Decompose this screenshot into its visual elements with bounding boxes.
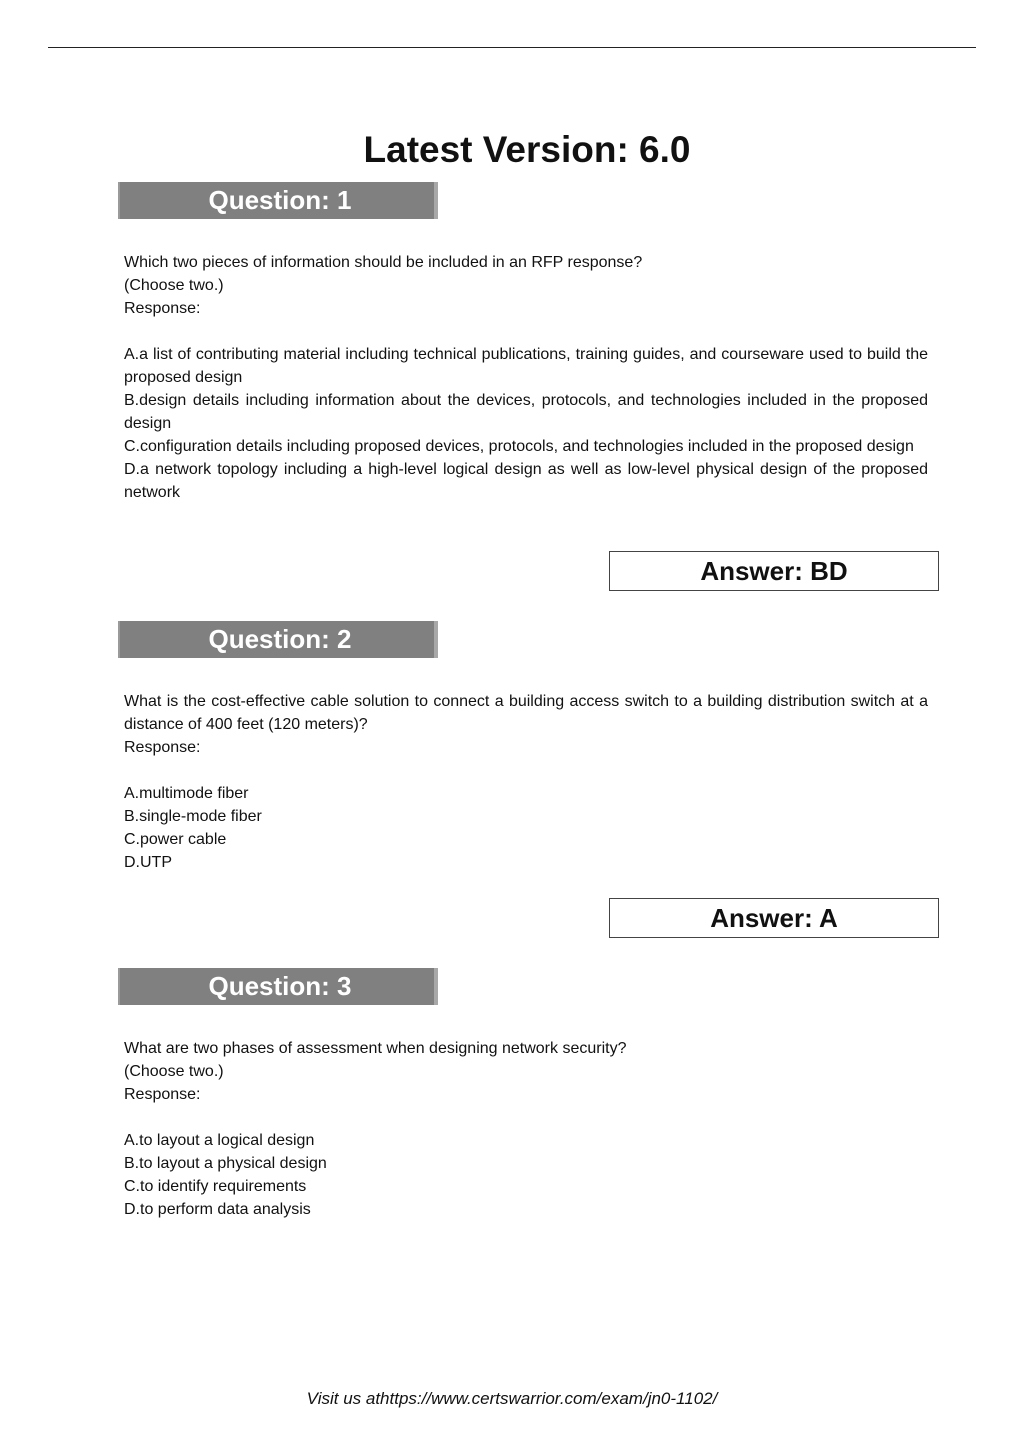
question-1-stem-line: Response:	[124, 300, 201, 317]
question-1-stem-line: Which two pieces of information should be included in an RFP response?	[124, 254, 643, 271]
question-2-body	[124, 690, 928, 874]
top-divider	[48, 47, 976, 48]
question-2-option-b: B.single-mode fiber	[124, 808, 262, 825]
question-1-header-label: Question: 1	[208, 185, 352, 215]
question-3-option-b: B.to layout a physical design	[124, 1155, 327, 1172]
question-3-stem-line: Response:	[124, 1086, 201, 1103]
question-2-stem-line: Response:	[124, 739, 201, 756]
footer-link[interactable]: Visit us athttps://www.certswarrior.com/exam/jn0-1102/	[306, 1389, 718, 1408]
question-3-stem-line: (Choose two.)	[124, 1063, 224, 1080]
question-2-answer: Answer: A	[609, 898, 939, 938]
question-1-header	[118, 182, 438, 219]
question-1-stem-line: (Choose two.)	[124, 277, 224, 294]
question-3-header-label: Question: 3	[208, 971, 352, 1001]
question-1-body	[124, 251, 928, 504]
question-1-option-a: A.a list of contributing material including technical publications, training guides, and courseware used to build the proposed design	[124, 346, 928, 386]
question-3-stem-line: What are two phases of assessment when designing network security?	[124, 1040, 627, 1057]
question-1-option-c: C.configuration details including proposed devices, protocols, and technologies included in the proposed design	[124, 438, 914, 455]
question-2-header	[118, 621, 438, 658]
page-title: Latest Version: 6.0	[363, 129, 691, 170]
question-2-option-c: C.power cable	[124, 831, 227, 848]
question-3-option-d: D.to perform data analysis	[124, 1201, 311, 1218]
question-2-option-d: D.UTP	[124, 854, 172, 871]
question-3-header	[118, 968, 438, 1005]
question-2-stem-line: What is the cost-effective cable solution to connect a building access switch to a building distribution switch at a distance of 400 feet (120 meters)?	[124, 693, 928, 733]
question-1-answer: Answer: BD	[609, 551, 939, 591]
question-1-option-b: B.design details including information about the devices, protocols, and technologies included in the proposed design	[124, 392, 928, 432]
question-2-option-a: A.multimode fiber	[124, 785, 249, 802]
question-3-body	[124, 1037, 928, 1221]
question-3-option-c: C.to identify requirements	[124, 1178, 307, 1195]
question-2-header-label: Question: 2	[208, 624, 352, 654]
question-3-option-a: A.to layout a logical design	[124, 1132, 315, 1149]
question-1-option-d: D.a network topology including a high-level logical design as well as low-level physical design of the proposed network	[124, 461, 928, 501]
